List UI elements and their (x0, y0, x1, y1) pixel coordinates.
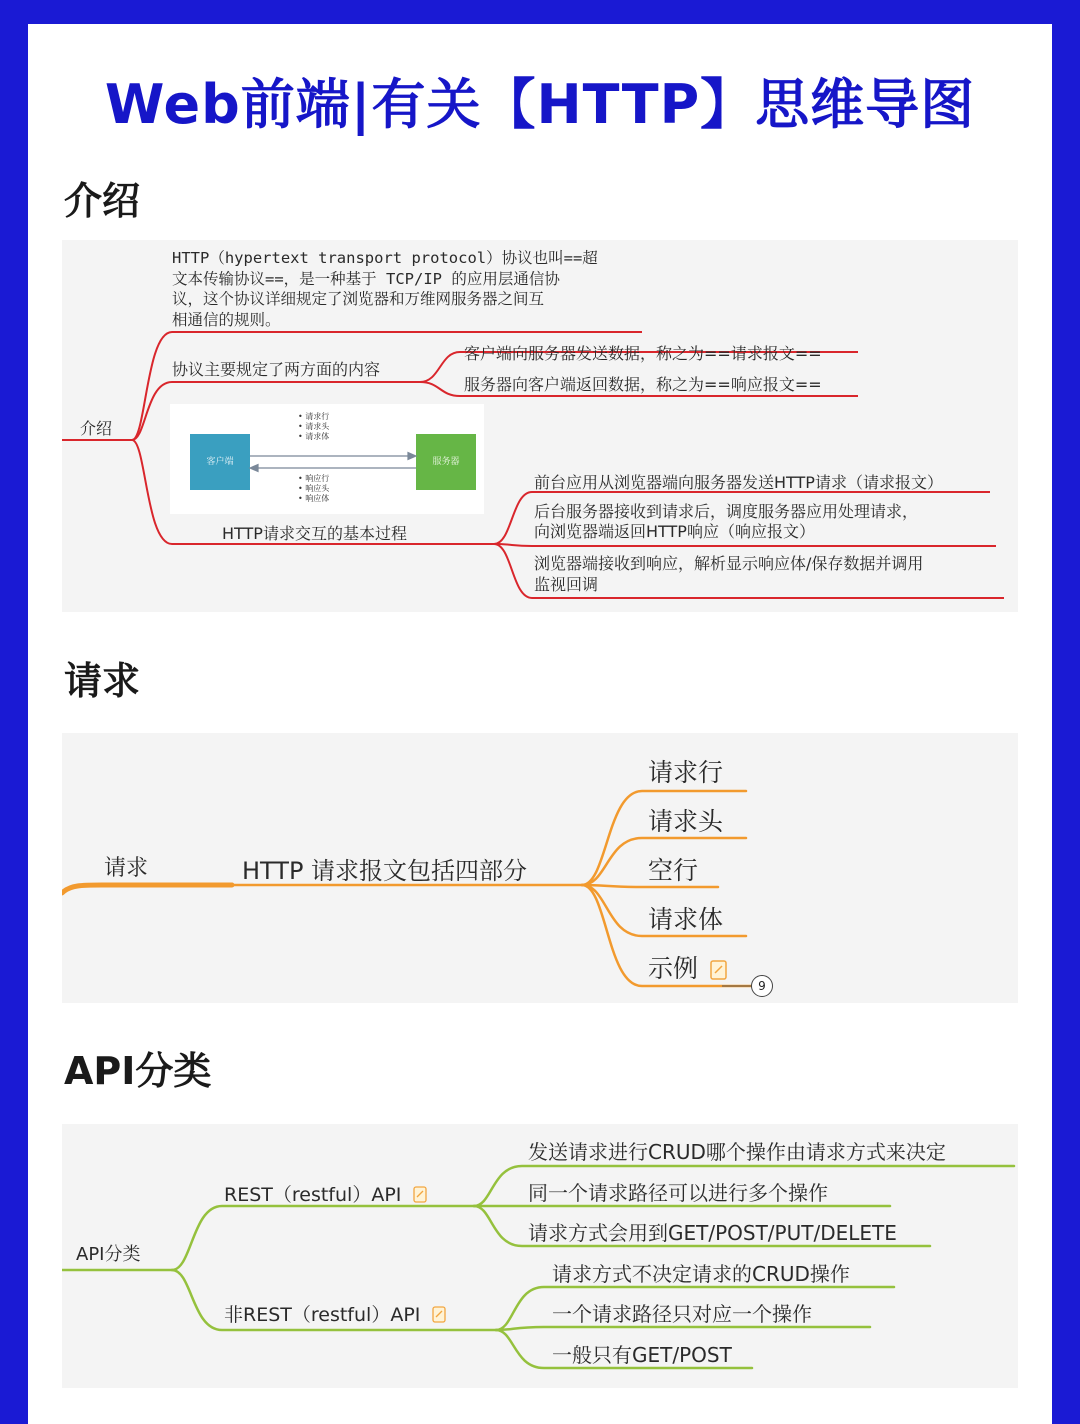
note-icon[interactable] (407, 1184, 422, 1206)
rest-item: 发送请求进行CRUD哪个操作由请求方式来决定 (528, 1140, 946, 1164)
branch-protocol: 协议主要规定了两方面的内容 (172, 360, 381, 379)
request-root-node: 请求 (104, 856, 149, 881)
request-item: 请求行 (648, 758, 724, 787)
intro-root-node: 介绍 (80, 419, 113, 438)
note-icon[interactable] (706, 954, 724, 983)
request-item: 请求头 (648, 807, 724, 836)
request-item: 空行 (648, 856, 699, 885)
process-item: 前台应用从浏览器端向服务器发送HTTP请求（请求报文） (534, 473, 943, 492)
process-item-line: 后台服务器接收到请求后，调度服务器应用处理请求， (534, 502, 919, 521)
collapsed-count-badge[interactable]: 9 (751, 975, 773, 997)
api-root-node: API分类 (76, 1244, 141, 1265)
nonrest-item: 一个请求路径只对应一个操作 (552, 1302, 812, 1326)
response-part: • 响应头 (298, 484, 330, 493)
request-parts-list (298, 412, 329, 442)
section-heading-intro: 介绍 (64, 179, 141, 223)
request-part: • 请求行 (298, 412, 330, 421)
request-item-label: 示例 (648, 954, 699, 983)
intro-mindmap (62, 240, 1018, 612)
process-item-line: 监视回调 (534, 575, 599, 594)
server-label: 服务器 (432, 457, 460, 467)
branch-rest (224, 1180, 422, 1207)
branch-nonrest (224, 1300, 441, 1327)
response-part: • 响应体 (298, 494, 330, 503)
request-connectors (62, 733, 1018, 1003)
process-item-line: 向浏览器端返回HTTP响应（响应报文） (534, 522, 815, 541)
client-label: 客户端 (206, 457, 234, 467)
protocol-item-request: 客户端向服务器发送数据，称之为==请求报文== (464, 344, 822, 363)
definition-line: HTTP（hypertext transport protocol）协议也叫==超 (172, 249, 598, 267)
client-server-diagram (170, 404, 484, 514)
process-item (534, 502, 918, 542)
protocol-item-response: 服务器向客户端返回数据，称之为==响应报文== (464, 375, 822, 394)
page-title: Web前端|有关【HTTP】思维导图 (104, 73, 976, 136)
process-item (534, 553, 923, 595)
nonrest-item: 一般只有GET/POST (552, 1343, 732, 1367)
branch-nonrest-label: 非REST（restful）API (224, 1304, 421, 1326)
request-part: • 请求头 (298, 422, 330, 431)
response-parts-list (298, 474, 329, 504)
request-branch: HTTP 请求报文包括四部分 (242, 857, 528, 885)
intro-definition (172, 248, 598, 330)
section-heading-request: 请求 (64, 659, 141, 703)
process-item-line: 浏览器端接收到响应，解析显示响应体/保存数据并调用 (534, 554, 924, 573)
request-mindmap (62, 733, 1018, 1003)
definition-line: 文本传输协议==，是一种基于 TCP/IP 的应用层通信协 (172, 269, 560, 288)
api-mindmap (62, 1124, 1018, 1388)
branch-process: HTTP请求交互的基本过程 (222, 524, 407, 543)
section-heading-api: API分类 (64, 1049, 212, 1093)
request-part: • 请求体 (298, 432, 330, 441)
request-item: 请求体 (648, 905, 724, 934)
rest-item: 请求方式会用到GET/POST/PUT/DELETE (528, 1221, 897, 1245)
definition-line: 议，这个协议详细规定了浏览器和万维网服务器之间互 (172, 290, 545, 308)
note-icon[interactable] (426, 1304, 441, 1326)
request-item-example (648, 949, 724, 985)
branch-rest-label: REST（restful）API (224, 1184, 402, 1206)
rest-item: 同一个请求路径可以进行多个操作 (528, 1181, 828, 1205)
definition-line: 相通信的规则。 (172, 310, 281, 329)
response-part: • 响应行 (298, 474, 330, 483)
nonrest-item: 请求方式不决定请求的CRUD操作 (552, 1262, 850, 1286)
